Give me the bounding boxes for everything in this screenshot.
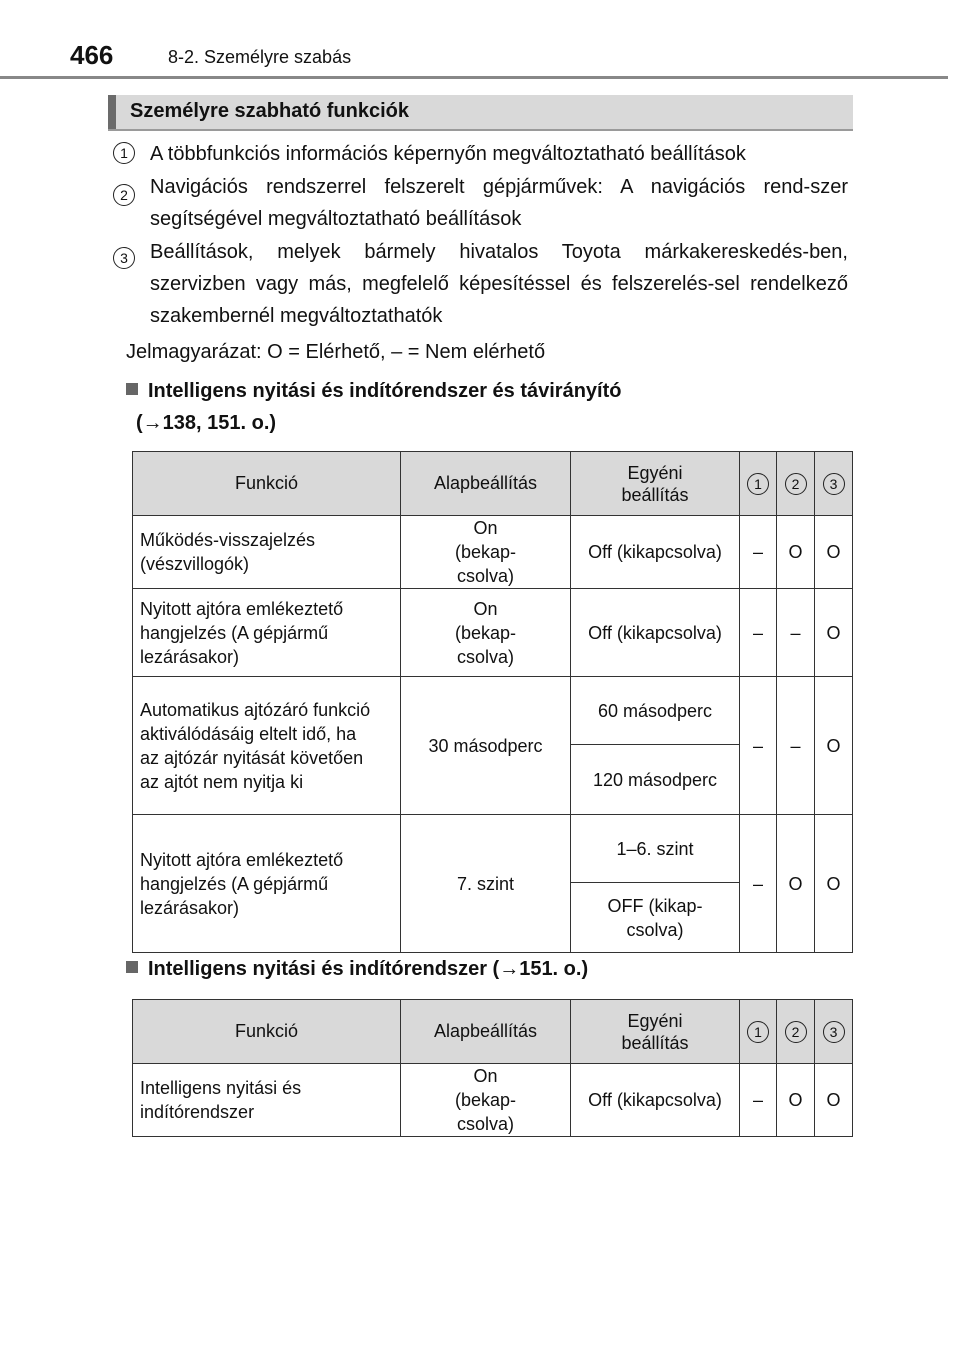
col-default: Alapbeállítás (401, 1000, 571, 1064)
item-3-marker: 3 (113, 247, 135, 269)
square-bullet-icon (126, 961, 138, 973)
col-1: 1 (740, 452, 777, 516)
table-row: OFF (kikap-csolva) (133, 883, 853, 953)
col-function: Funkció (133, 452, 401, 516)
col-custom: Egyéni beállítás (571, 1000, 740, 1064)
subsection-1-title: Intelligens nyitási és indítórendszer és távirányító (148, 380, 622, 402)
legend: Jelmagyarázat: O = Elérhető, – = Nem elérhető (126, 341, 546, 363)
item-2-text: Navigációs rendszerrel felszerelt gépjárművek: A navigációs rend-szer segítségével megváltoztatható beállítások (150, 176, 848, 230)
table-row: Intelligens nyitási és indítórendszer On (bekap-csolva) Off (kikapcsolva) – O O (133, 1064, 853, 1137)
item-3-text: Beállítások, melyek bármely hivatalos Toyota márkakereskedés-ben, szervizben vagy más, megfelelő képesítéssel és felszerelés-sel rendelkező szakembernél megváltoztathatók (150, 241, 848, 327)
table-row: Nyitott ajtóra emlékeztető hangjelzés (A gépjármű lezárásakor) On (bekap-csolva) Off (kikapcsolva) – – O (133, 589, 853, 677)
section-title: Személyre szabható funkciók (130, 100, 409, 122)
table-1 (132, 451, 853, 953)
subsection-1-ref: (→138, 151. o.) (136, 412, 277, 434)
col-2: 2 (777, 1000, 815, 1064)
header-rule (0, 76, 948, 79)
col-2: 2 (777, 452, 815, 516)
table-2 (132, 999, 853, 1137)
chapter-title: 8-2. Személyre szabás (168, 47, 352, 67)
section-heading (108, 95, 853, 129)
table-row: Automatikus ajtózáró funkció aktiválódásáig eltelt idő, ha az ajtózár nyitását követően az ajtót nem nyitja ki 30 másodperc 60 másodperc – – O (133, 677, 853, 745)
item-2-marker: 2 (113, 184, 135, 206)
page-number: 466 (70, 40, 114, 70)
square-bullet-icon (126, 383, 138, 395)
item-1-text: A többfunkciós információs képernyőn megváltoztatható beállítások (150, 143, 746, 165)
col-custom: Egyéni beállítás (571, 452, 740, 516)
table-header-row (133, 452, 853, 516)
table-row: 120 másodperc (133, 745, 853, 815)
col-3: 3 (815, 1000, 853, 1064)
section-rule (108, 129, 853, 131)
col-function: Funkció (133, 1000, 401, 1064)
col-1: 1 (740, 1000, 777, 1064)
item-1-marker: 1 (113, 142, 135, 164)
subsection-2-heading (126, 953, 588, 985)
table-row: Működés-visszajelzés (vészvillogók) On (bekap-csolva) Off (kikapcsolva) – O O (133, 516, 853, 589)
table-header-row (133, 1000, 853, 1064)
col-3: 3 (815, 452, 853, 516)
subsection-2-title: Intelligens nyitási és indítórendszer (→151. o.) (148, 958, 589, 980)
table-row: Nyitott ajtóra emlékeztető hangjelzés (A gépjármű lezárásakor) 7. szint 1–6. szint – O O (133, 815, 853, 883)
subsection-1-heading (126, 375, 621, 439)
col-default: Alapbeállítás (401, 452, 571, 516)
